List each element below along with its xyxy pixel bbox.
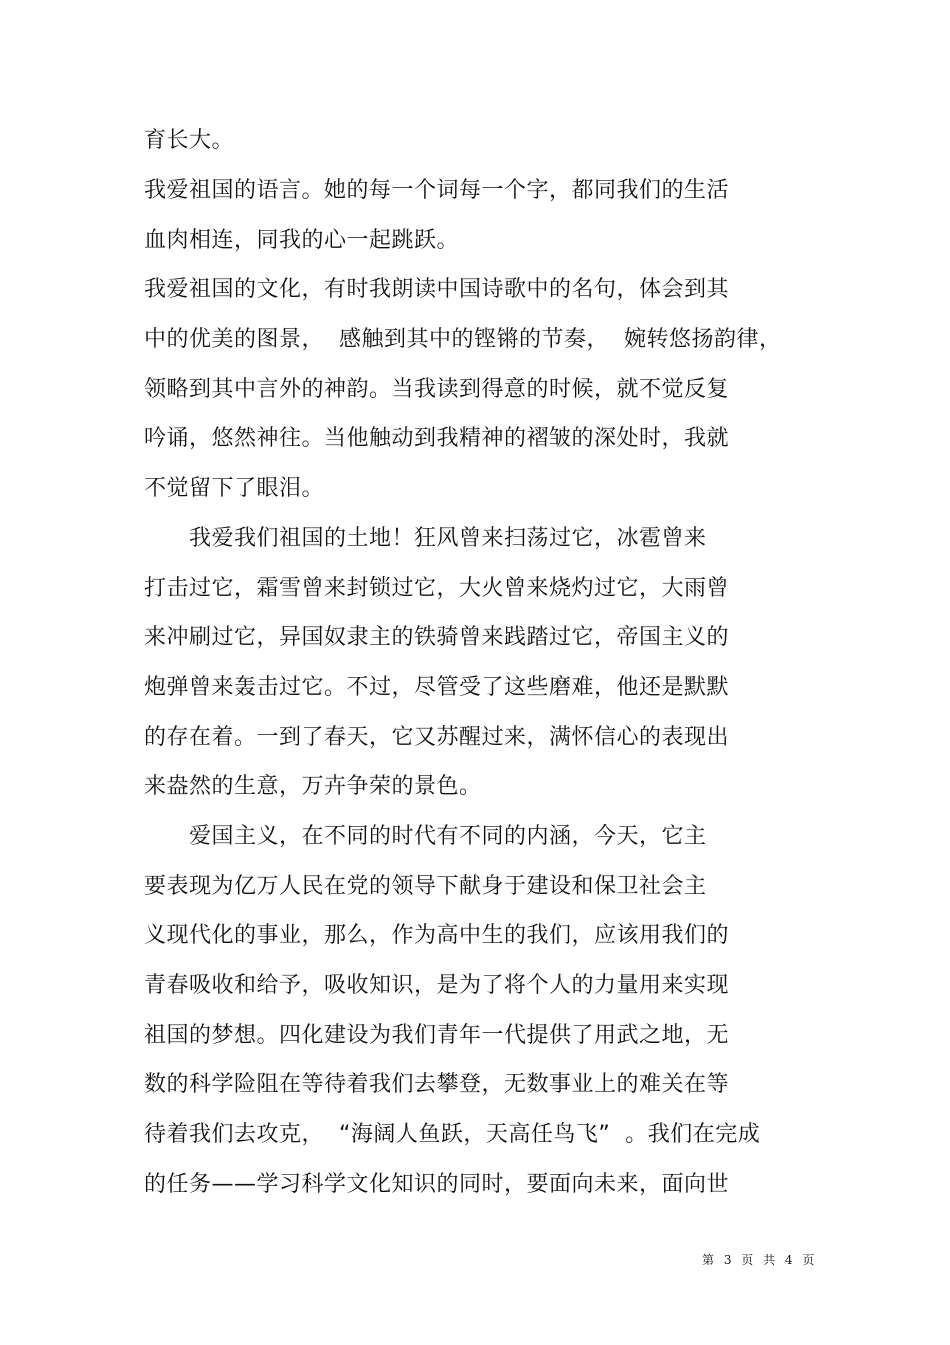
text-line: 吟诵，悠然神往。当他触动到我精神的褶皱的深处时，我就 [144,426,730,451]
text-line: 领略到其中言外的神韵。当我读到得意的时候，就不觉反复 [144,377,730,402]
text-line: 打击过它，霜雪曾来封锁过它，大火曾来烧灼过它，大雨曾 [144,576,730,601]
text-line: 炮弹曾来轰击过它。不过，尽管受了这些磨难，他还是默默 [144,675,730,700]
text-line: 待着我们去攻克， “海阔人鱼跃，天高任鸟飞” 。我们在完成 [144,1122,761,1147]
text-line: 数的科学险阻在等待着我们去攀登，无数事业上的难关在等 [144,1072,730,1097]
text-line: 爱国主义，在不同的时代有不同的内涵，今天，它主 [144,824,707,849]
text-line: 青春吸收和给予，吸收知识，是为了将个人的力量用来实现 [144,973,730,998]
text-line: 不觉留下了眼泪。 [144,476,325,501]
text-line: 来冲刷过它，异国奴隶主的铁骑曾来践踏过它，帝国主义的 [144,625,730,650]
text-line: 血肉相连，同我的心一起跳跃。 [144,228,460,253]
text-line: 祖国的梦想。四化建设为我们青年一代提供了用武之地，无 [144,1023,730,1048]
text-line: 来盎然的生意，万卉争荣的景色。 [144,774,482,799]
text-line: 中的优美的图景， 感触到其中的铿锵的节奏， 婉转悠扬韵律， [144,327,782,352]
text-line: 我爱祖国的语言。她的每一个词每一个字，都同我们的生活 [144,178,730,203]
text-line: 我爱祖国的文化，有时我朗读中国诗歌中的名句，体会到其 [144,277,730,302]
text-line: 要表现为亿万人民在党的领导下献身于建设和保卫社会主 [144,874,707,899]
text-line: 育长大。 [144,128,235,153]
text-line: 我爱我们祖国的土地！狂风曾来扫荡过它，冰雹曾来 [144,526,707,551]
page-number: 第 3 页 共 4 页 [702,1253,818,1267]
text-line: 的任务——学习科学文化知识的同时，要面向未来，面向世 [144,1172,730,1197]
text-line: 义现代化的事业，那么，作为高中生的我们，应该用我们的 [144,923,730,948]
text-line: 的存在着。一到了春天，它又苏醒过来，满怀信心的表现出 [144,725,730,750]
